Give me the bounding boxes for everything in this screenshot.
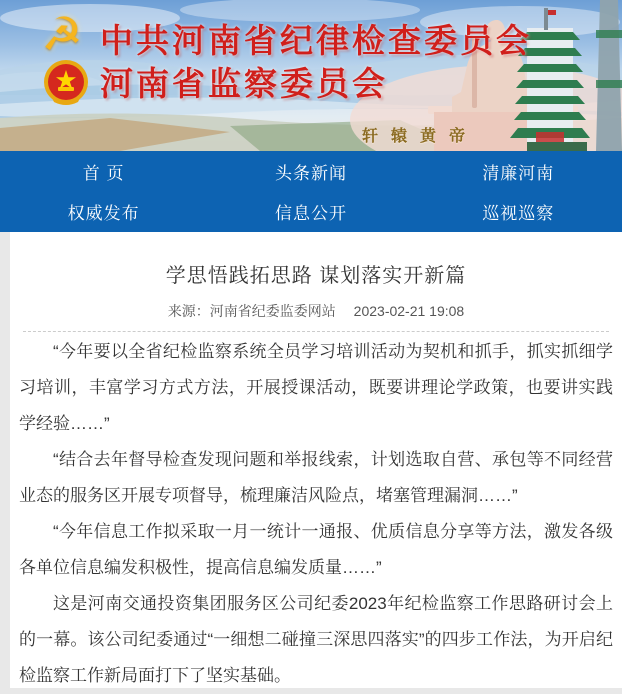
nav-item-headlines[interactable]: 头条新闻 <box>274 163 347 183</box>
article-body <box>19 332 613 694</box>
nav-item-qinglian[interactable]: 清廉河南 <box>482 163 555 183</box>
article-source: 来源：河南省纪委监委网站 <box>167 303 336 319</box>
article-datetime: 2023-02-21 19:08 <box>353 303 465 319</box>
statue-caption: 轩辕黄帝 <box>362 128 479 145</box>
national-emblem-icon <box>42 58 90 106</box>
article-paragraph: “今年信息工作拟采取一月一统计一通报、优质信息分享等方法，激发各级各单位信息编发积极性，提高信息编发质量……” <box>19 522 613 577</box>
nav-item-info[interactable]: 信息公开 <box>274 204 347 224</box>
article-title: 学思悟践拓思路 谋划落实开新篇 <box>165 265 467 287</box>
article-meta <box>19 301 613 321</box>
nav-item-home[interactable]: 首 页 <box>82 163 125 183</box>
article-paragraph: “结合去年督导检查发现问题和举报线索，计划选取自营、承包等不同经营业态的服务区开展专项督导，梳理廉洁风险点，堵塞管理漏洞……” <box>19 450 613 505</box>
article-panel <box>10 232 622 688</box>
org-title-line2: 河南省监察委员会 <box>100 65 388 102</box>
nav-item-inspect[interactable]: 巡视巡察 <box>482 204 555 224</box>
article-paragraph: “今年要以全省纪检监察系统全员学习培训活动为契机和抓手，抓实抓细学习培训，丰富学习方式方法，开展授课活动，既要讲理论学政策，也要讲实践学经验……” <box>19 342 613 433</box>
org-title-line1: 中共河南省纪律检查委员会 <box>100 22 532 59</box>
party-emblem-icon: ☭ <box>41 8 83 60</box>
nav-item-releases[interactable]: 权威发布 <box>67 204 140 224</box>
main-nav <box>0 151 622 232</box>
site-banner <box>0 0 622 151</box>
article-paragraph: 这是河南交通投资集团服务区公司纪委2023年纪检监察工作思路研讨会上的一幕。该公司纪委通过“一细想二碰撞三深思四落实”的四步工作法，为开启纪检监察工作新局面打下了坚实基础。 <box>19 594 613 685</box>
